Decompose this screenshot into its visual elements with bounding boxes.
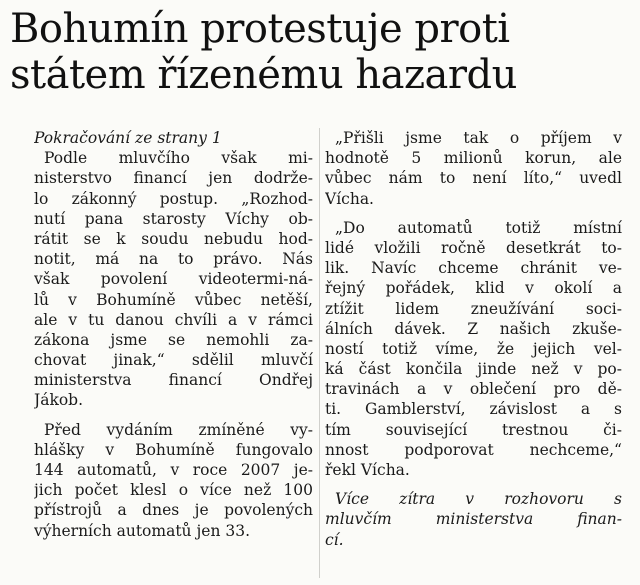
text-line: lů v Bohumíně vůbec netěší, — [34, 290, 313, 309]
text-line: Vícha. — [325, 189, 374, 208]
text-line: nnost podporovat nechceme,“ — [325, 440, 622, 459]
text-line: ností totiž víme, že jejich vel- — [325, 339, 622, 358]
column-divider — [319, 128, 320, 578]
text-line: nutí pana starosty Víchy ob- — [34, 209, 313, 228]
headline-line-1: Bohumín protestuje proti — [10, 6, 510, 52]
text-line: 144 automatů, v roce 2007 je- — [34, 461, 313, 479]
text-line: však povolení videotermi-ná- — [34, 270, 313, 289]
text-line: hodnotě 5 milionů korun, ale — [325, 149, 622, 168]
text-line: álních dávek. Z našich zkuše- — [325, 319, 622, 338]
text-line: cí. — [325, 530, 344, 549]
text-line: ministerstva financí Ondřej — [34, 371, 313, 390]
text-line: Více zítra v rozhovoru s — [335, 490, 622, 509]
headline-line-2: státem řízenému hazardu — [10, 52, 517, 98]
text-line: jich počet klesl o více než 100 — [34, 481, 313, 500]
article-headline — [10, 6, 630, 98]
text-line: přístrojů a dnes je povolených — [34, 501, 313, 520]
text-line: travinách a v oblečení pro dě- — [325, 380, 622, 399]
text-line: Jákob. — [34, 391, 84, 410]
text-line: „Do automatů totiž místní — [335, 218, 622, 237]
text-line: nisterstvo financí jen dodrže- — [34, 169, 313, 188]
text-line: řejný pořádek, klid v okolí a — [325, 279, 622, 298]
article-column-left — [34, 128, 313, 541]
text-line: zákona jsme se nemohli za- — [34, 330, 313, 349]
text-line: notit, má na to právo. Nás — [34, 250, 313, 269]
text-line: ale v tu danou chvíli a v rámci — [34, 310, 313, 329]
text-line: výherních automatů jen 33. — [34, 521, 251, 540]
text-line: chovat jinak,“ sdělil mluvčí — [34, 351, 313, 370]
text-line: Před vydáním zmíněné vy- — [44, 420, 313, 439]
text-line: lidé vložili ročně desetkrát to- — [325, 238, 622, 257]
text-line: tím související trestnou či- — [325, 420, 622, 439]
text-line: „Přišli jsme tak o příjem v — [335, 129, 622, 147]
text-line: ká část končila jinde než v po- — [325, 360, 622, 379]
text-line: hlášky v Bohumíně fungovalo — [34, 440, 313, 459]
text-line: ztížit lidem zneužívání soci- — [325, 299, 622, 318]
text-line: rátit se k soudu nebudu hod- — [34, 229, 313, 248]
text-line: Podle mluvčího však mi- — [44, 149, 313, 168]
text-line: lik. Navíc chceme chránit ve- — [325, 259, 622, 278]
text-line: řekl Vícha. — [325, 461, 410, 479]
text-line: ti. Gamblerství, závislost a s — [325, 400, 622, 419]
text-line: mluvčím ministerstva finan- — [325, 510, 622, 529]
text-line: Pokračování ze strany 1 — [34, 129, 222, 147]
text-line: vůbec nám to není líto,“ uvedl — [325, 169, 622, 188]
text-line: lo zákonný postup. „Rozhod- — [34, 189, 313, 208]
article-column-right — [325, 128, 622, 550]
